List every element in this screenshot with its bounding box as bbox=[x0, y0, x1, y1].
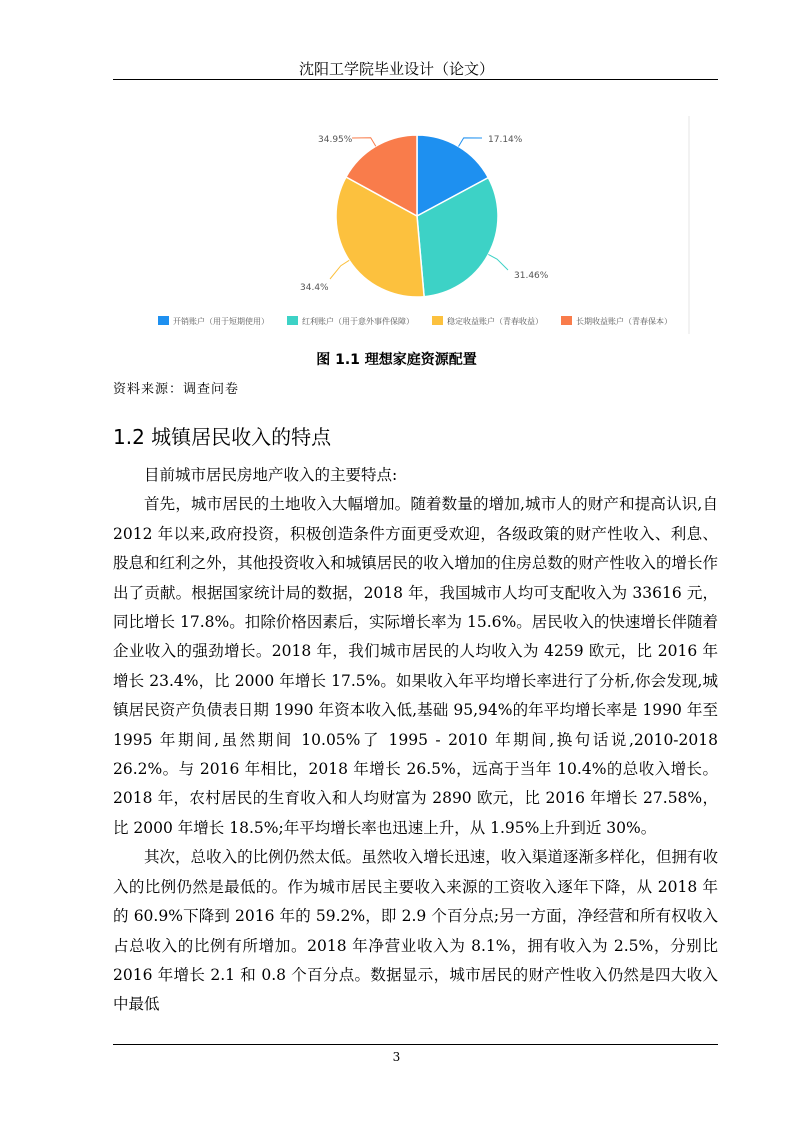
legend-label: 长期收益账户（青春保本） bbox=[576, 317, 672, 326]
pie-leader-line bbox=[352, 138, 376, 147]
legend-swatch bbox=[287, 316, 298, 325]
legend-label: 开销账户（用于短期使用） bbox=[173, 317, 269, 326]
section-heading: 1.2 城镇居民收入的特点 bbox=[113, 425, 332, 449]
pie-leader-line bbox=[459, 138, 483, 147]
legend-swatch bbox=[158, 316, 169, 325]
paragraph-first: 首先，城市居民的土地收入大幅增加。随着数量的增加,城市人的财产和提高认识,自 2012 年以来,政府投资，积极创造条件方面更受欢迎，各级政策的财产性收入、利息、股息和红利之外，其他投资收入和城镇居民的收入增加的住房总数的财产性收入的增长作出了贡献。根据国家统计局的数据，2018 年，我国城市人均可支配收入为 33616 元，同比增长 17.8%。扣除价格因素后，实际增长率为 15.6%。居民收入的快速增长伴随着企业收入的强劲增长。2018 年，我们城市居民的人均收入为 4259 欧元，比 2016 年增长 23.4%，比 2000 年增长 17.5%。如果收入年平均增长率进行了分析,你会发现,城镇居民资产负债表日期 1990 年资本收入低,基础 95,94%的年平均增长率是 1990 年至 1995 年期间,虽然期间 10.05%了 1995 - 2010 年期间,换句话说,2010-2018 26.2%。与 2016 年相比，2018 年增长 26.5%，远高于当年 10.4%的总收入增长。2018 年，农村居民的生育收入和人均财富为 2890 欧元，比 2016 年增长 27.58%，比 2000 年增长 18.5%;年平均增长率也迅速上升，从 1.95%上升到近 30%。 bbox=[113, 495, 718, 837]
pie-slice-label: 34.95% bbox=[318, 135, 353, 145]
legend-swatch bbox=[432, 316, 443, 325]
pie-slice-label: 17.14% bbox=[488, 135, 523, 145]
pie-chart-svg bbox=[140, 116, 692, 334]
pie-slice-label: 34.4% bbox=[300, 283, 329, 293]
legend-label: 红利账户（用于意外事件保障） bbox=[302, 317, 414, 326]
pie-leader-line bbox=[488, 254, 508, 270]
page-header-title: 沈阳工学院毕业设计（论文） bbox=[298, 60, 494, 78]
pie-slice-label: 31.46% bbox=[514, 271, 549, 281]
body-text bbox=[113, 461, 718, 1020]
source-note: 资料来源：调查问卷 bbox=[113, 382, 240, 397]
paragraph-intro: 目前城市居民房地产收入的主要特点: bbox=[144, 466, 398, 484]
legend-swatch bbox=[561, 316, 572, 325]
header-divider bbox=[113, 79, 718, 80]
footer-divider bbox=[113, 1044, 718, 1045]
page-number: 3 bbox=[392, 1050, 401, 1064]
legend-label: 稳定收益账户（青春收益） bbox=[447, 317, 543, 326]
figure-caption: 图 1.1 理想家庭资源配置 bbox=[316, 352, 477, 368]
paragraph-second: 其次，总收入的比例仍然太低。虽然收入增长迅速，收入渠道逐渐多样化，但拥有收入的比例仍然是最低的。作为城市居民主要收入来源的工资收入逐年下降，从 2018 年的 60.9%下降到 2016 年的 59.2%，即 2.9 个百分点;另一方面，净经营和所有权收入占总收入的比例有所增加。2018 年净营业收入为 8.1%，拥有收入为 2.5%，分别比 2016 年增长 2.1 和 0.8 个百分点。数据显示，城市居民的财产性收入仍然是四大收入中最低 bbox=[113, 848, 718, 1014]
pie-leader-line bbox=[330, 260, 349, 279]
pie-chart bbox=[140, 116, 692, 334]
